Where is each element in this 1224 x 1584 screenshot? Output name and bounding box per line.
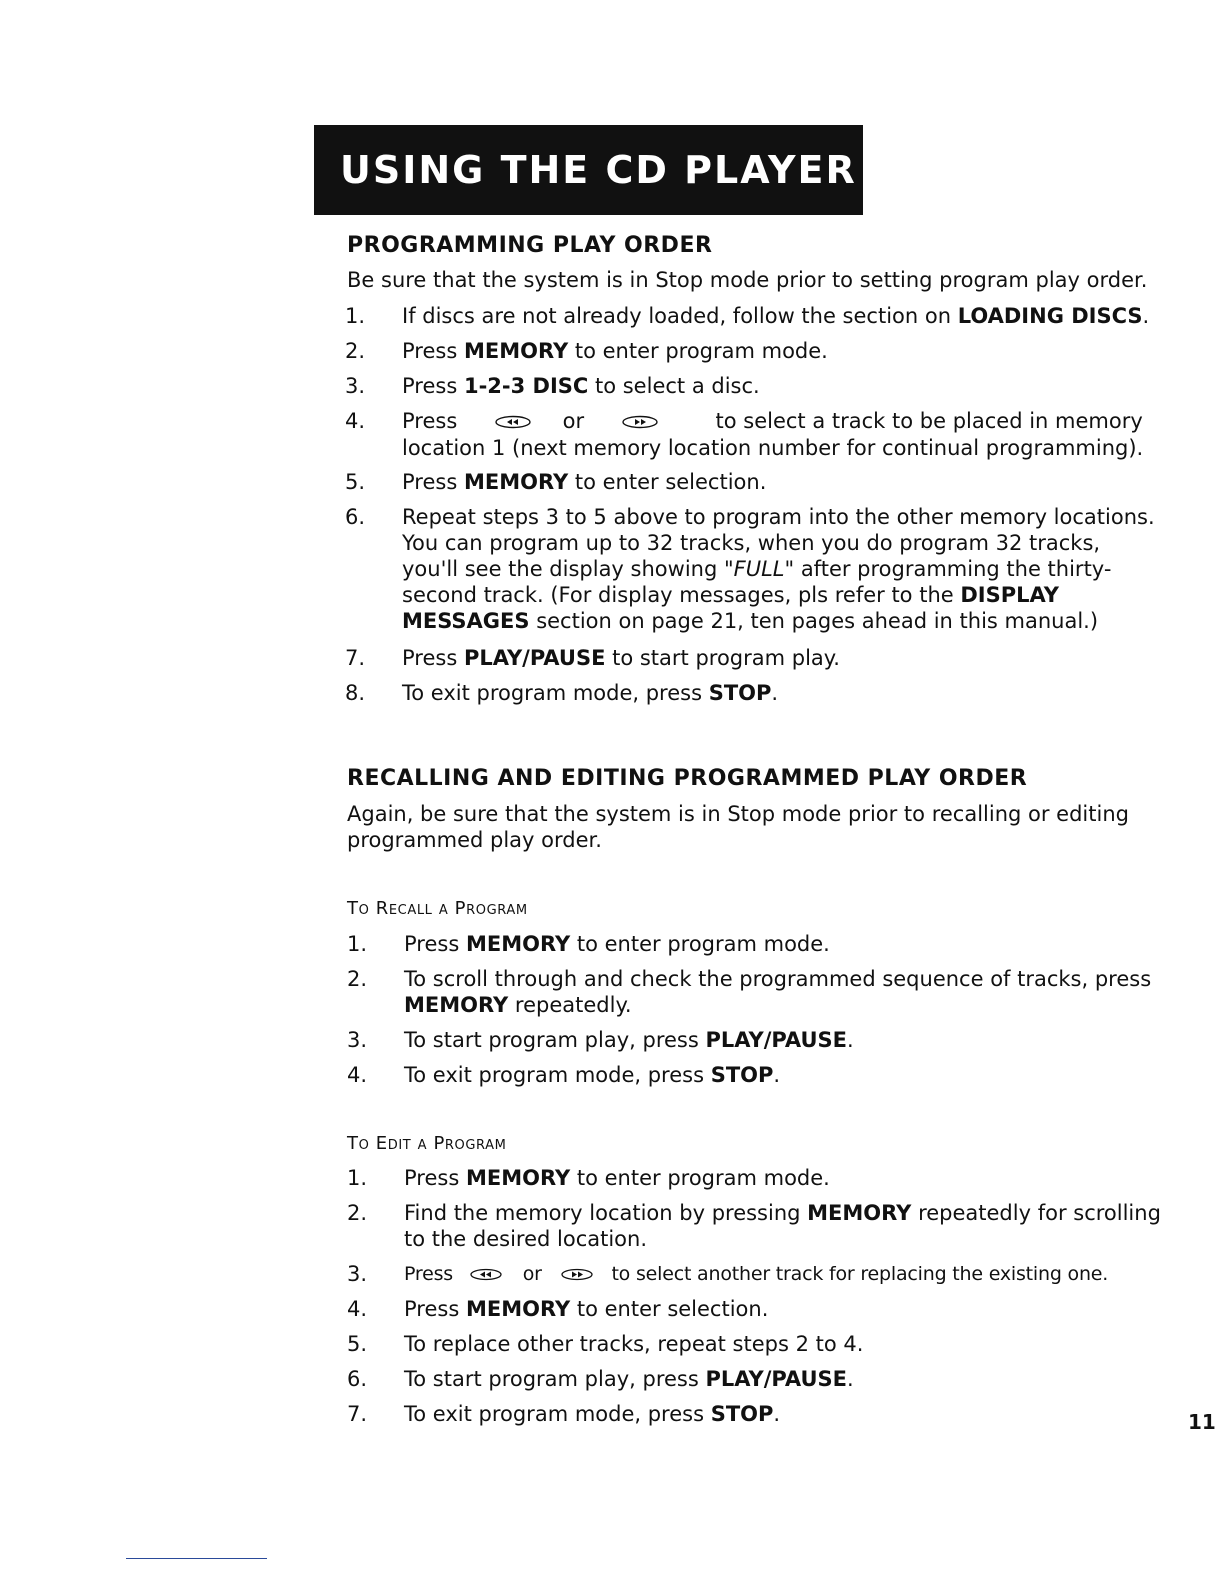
page-number: 11 [1188, 1410, 1216, 1434]
list-item: 4. To exit program mode, press STOP. [347, 1063, 781, 1087]
reverse-skip-icon [494, 409, 532, 435]
list-item: 1. If discs are not already loaded, follow the section on LOADING DISCS. [345, 304, 1150, 328]
list-item: 1. Press MEMORY to enter program mode. [347, 1166, 830, 1190]
list-item: 7. Press PLAY/PAUSE to start program play. [345, 646, 840, 670]
programming-steps [345, 303, 1215, 715]
recalling-intro-line2: programmed play order. [347, 828, 602, 852]
forward-skip-icon [621, 409, 659, 435]
list-item: 4. Press or to select a track to be placed in memory location 1 (next memory location number for continual programming). [345, 409, 1144, 460]
reverse-skip-icon [469, 1262, 503, 1288]
list-item: 7. To exit program mode, press STOP. [347, 1402, 781, 1426]
section-banner: USING THE CD PLAYER [314, 125, 863, 215]
list-item: 3. Press or to select another track for replacing the existing one. [347, 1262, 1109, 1286]
programming-heading: PROGRAMMING PLAY ORDER [347, 233, 713, 258]
list-item: 1. Press MEMORY to enter program mode. [347, 932, 830, 956]
edit-steps [347, 1165, 1217, 1436]
list-item: 3. To start program play, press PLAY/PAUSE. [347, 1028, 854, 1052]
recall-steps [347, 931, 1217, 1097]
list-item: 2. Find the memory location by pressing MEMORY repeatedly for scrolling to the desired location. [347, 1201, 1161, 1251]
list-item: 6. Repeat steps 3 to 5 above to program into the other memory locations. You can program up to 32 tracks, when you do program 32 tracks, you'll see the display showing "FULL" after programming the thirty- second track. (For display messages, pls refer to the DISPLAY MESSAGES section on page 21, ten pages ahead in this manual.) [345, 505, 1155, 633]
recall-subheading: To Recall a Program [347, 898, 528, 919]
programming-intro: Be sure that the system is in Stop mode prior to setting program play order. [347, 268, 1148, 292]
list-item: 3. Press 1-2-3 DISC to select a disc. [345, 374, 760, 398]
footer-rule [126, 1558, 267, 1559]
list-item: 6. To start program play, press PLAY/PAUSE. [347, 1367, 854, 1391]
recalling-heading: RECALLING AND EDITING PROGRAMMED PLAY ORDER [347, 766, 1028, 791]
recalling-intro-line1: Again, be sure that the system is in Stop mode prior to recalling or editing [347, 802, 1129, 826]
list-item: 2. Press MEMORY to enter program mode. [345, 339, 828, 363]
list-item: 5. To replace other tracks, repeat steps 2 to 4. [347, 1332, 864, 1356]
list-item: 2. To scroll through and check the programmed sequence of tracks, press MEMORY repeatedly. [347, 967, 1152, 1017]
list-item: 8. To exit program mode, press STOP. [345, 681, 779, 705]
edit-subheading: To Edit a Program [347, 1133, 507, 1154]
forward-skip-icon [560, 1262, 594, 1288]
list-item: 4. Press MEMORY to enter selection. [347, 1297, 769, 1321]
list-item: 5. Press MEMORY to enter selection. [345, 470, 767, 494]
